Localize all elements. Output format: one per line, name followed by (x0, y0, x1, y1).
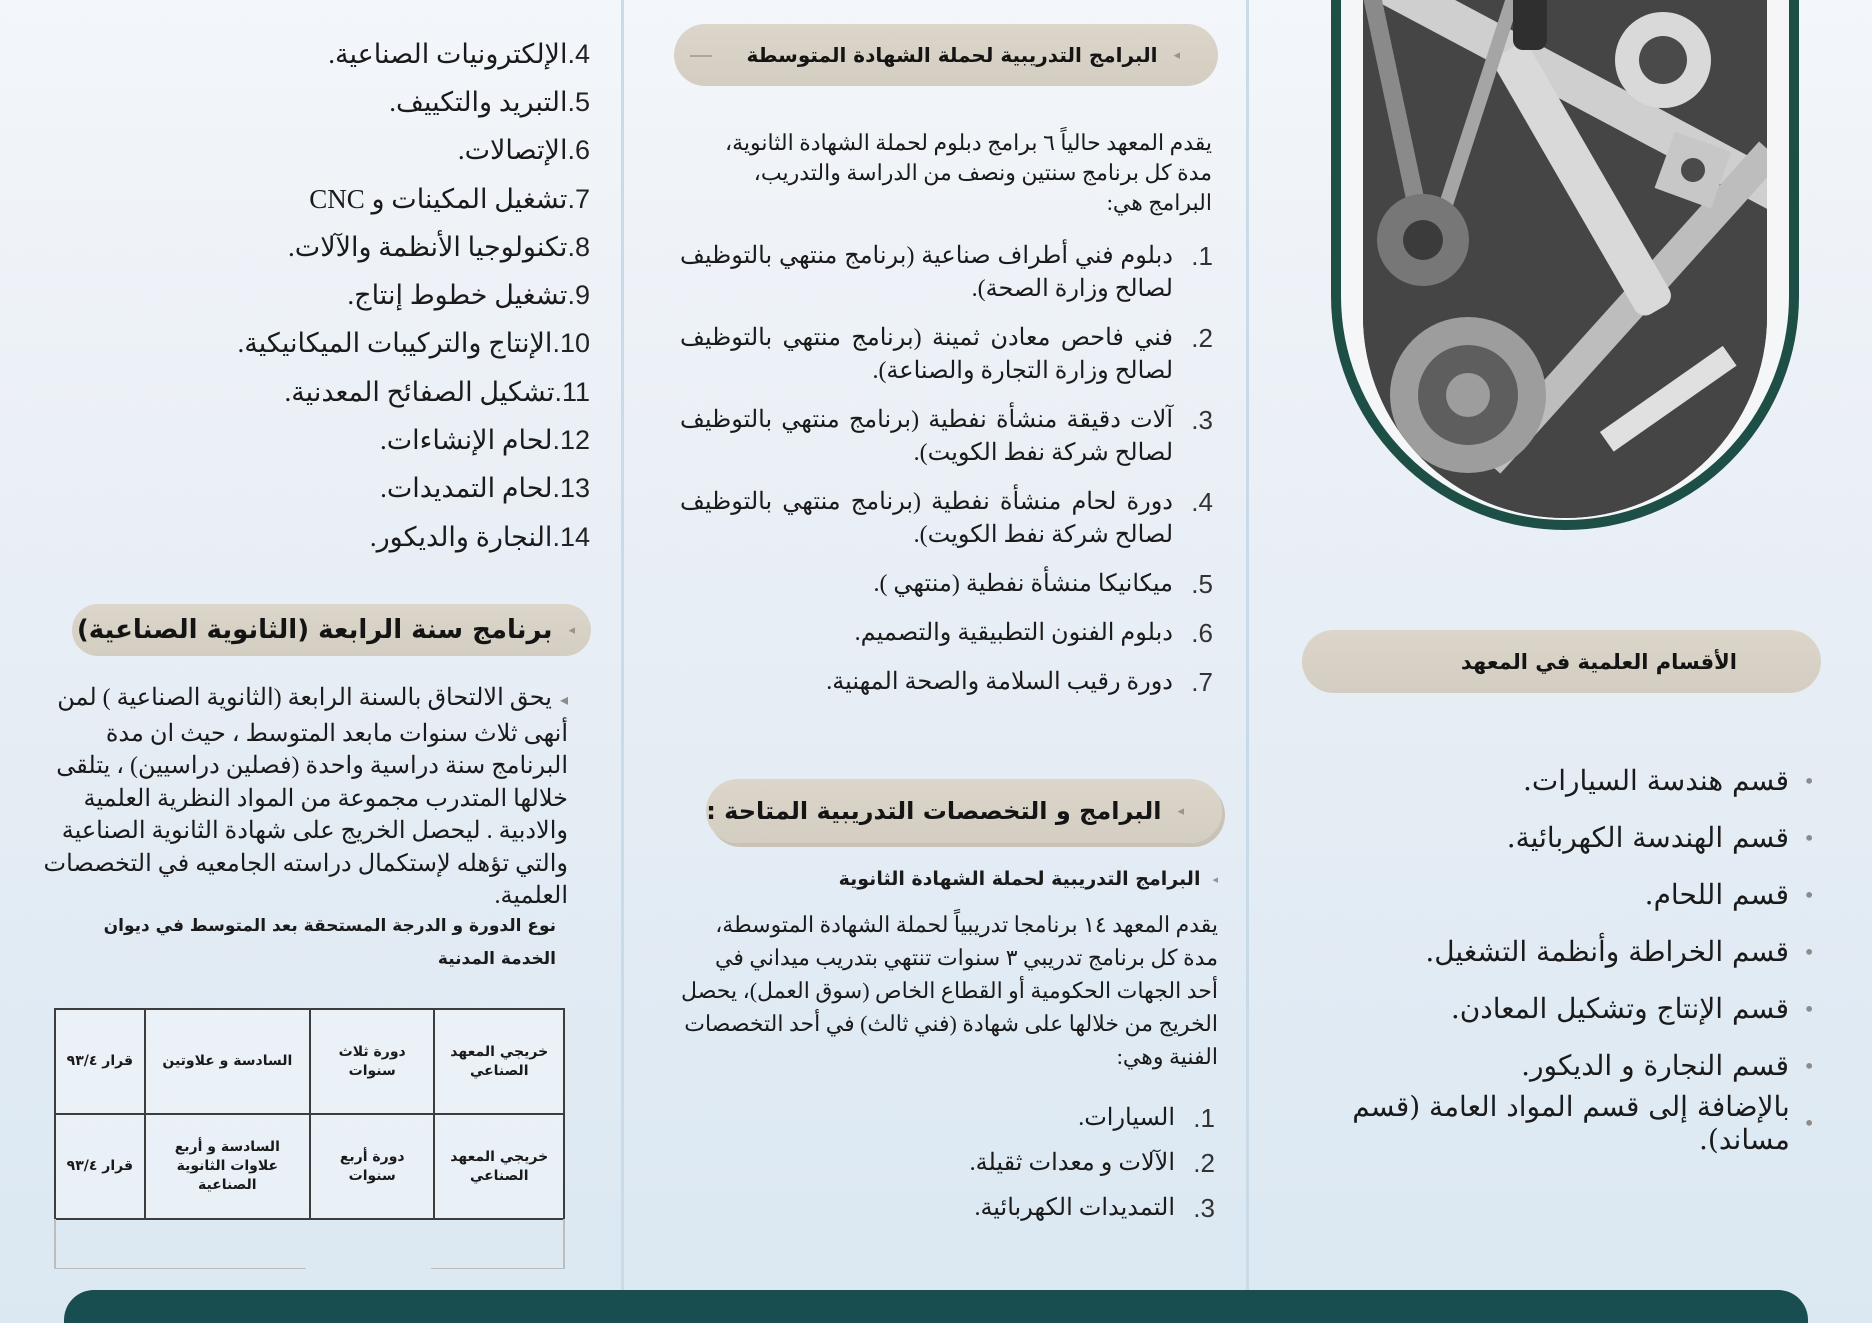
table-cell: قرار ٩٣/٤ (55, 1114, 145, 1219)
secondary-programs-paragraph: يقدم المعهد ١٤ برنامجا تدريبياً لحملة الشهادة المتوسطة، مدة كل برنامج تدريبي ٣ سنوات تنتهي بتدريب ميداني في أحد الجهات الحكومية أو القطاع الخاص (سوق العمل)، يحصل الخريج من خلالها على شهادة (فني ثالث) في أحد التخصصات الفنية وهي: (681, 912, 1218, 1069)
divider (431, 1268, 563, 1269)
column-divider (621, 0, 624, 1290)
diploma-heading (674, 24, 1218, 86)
column-divider (1246, 0, 1249, 1290)
fourth-year-heading (72, 604, 591, 656)
list-item: • قسم النجارة و الديكور. (1521, 1049, 1815, 1082)
bullet-icon: • (1803, 1110, 1815, 1135)
bullet-icon: • (1803, 768, 1815, 793)
list-item: • قسم الهندسة الكهربائية. (1506, 821, 1815, 854)
tools-photo (1363, 0, 1767, 518)
table-cell: دورة أربع سنوات (310, 1114, 435, 1219)
divider (56, 1268, 306, 1269)
fourth-year-heading-text: برنامج سنة الرابعة (الثانوية الصناعية) (76, 615, 553, 645)
photo-frame (1331, 0, 1799, 530)
triangle-bullet-icon: ◂ (559, 692, 568, 709)
triangle-bullet-icon: ◂ (1212, 872, 1218, 886)
list-item: 12. لحام الإنشاءات. (379, 425, 590, 456)
footer-bar (64, 1290, 1808, 1323)
programs-heading-text: البرامج و التخصصات التدريبية المتاحة : (706, 797, 1162, 825)
list-item: 3. التمديدات الكهربائية. (974, 1193, 1215, 1223)
programs-heading (706, 779, 1222, 843)
list-item: • قسم هندسة السيارات. (1522, 764, 1815, 797)
bullet-icon: • (1803, 882, 1815, 907)
list-item: 9. تشغيل خطوط إنتاج. (347, 280, 590, 311)
list-item: • قسم الإنتاج وتشكيل المعادن. (1450, 992, 1815, 1025)
table-cell: خريجي المعهد الصناعي (434, 1009, 564, 1114)
table-cell: قرار ٩٣/٤ (55, 1009, 145, 1114)
bullet-icon: • (1803, 1053, 1815, 1078)
list-item: • بالإضافة إلى قسم المواد العامة (قسم مساند). (1352, 1089, 1815, 1156)
grades-table (54, 1008, 565, 1220)
table-cell: خريجي المعهد الصناعي (434, 1114, 564, 1219)
diploma-heading-text: البرامج التدريبية لحملة الشهادة المتوسطة (746, 43, 1158, 67)
list-item: 4. دورة لحام منشأة نفطية (برنامج منتهي بالتوظيف لصالح شركة نفط الكويت). (680, 487, 1213, 548)
list-item: • قسم اللحام. (1644, 878, 1815, 911)
list-item: 10. الإنتاج والتركيبات الميكانيكية. (237, 328, 590, 359)
table-cell: السادسة و علاوتين (145, 1009, 310, 1114)
divider (690, 55, 712, 57)
list-item: 2. الآلات و معدات ثقيلة. (969, 1148, 1215, 1178)
secondary-programs-subheading: ◂ البرامج التدريبية لحملة الشهادة الثانوية (838, 868, 1218, 890)
list-item: 7. دورة رقيب السلامة والصحة المهنية. (826, 667, 1213, 697)
bullet-icon: • (1803, 825, 1815, 850)
specializations-list (850, 1102, 1215, 1237)
list-item: 7. تشغيل المكينات و CNC (309, 183, 590, 214)
triangle-bullet-icon: ◂ (1177, 803, 1184, 819)
triangle-bullet-icon: ◂ (1173, 47, 1180, 63)
bullet-icon: • (1803, 939, 1815, 964)
list-item: 4. الإلكترونيات الصناعية. (328, 38, 590, 69)
bullet-icon: • (1803, 996, 1815, 1021)
sections-heading (1302, 630, 1821, 693)
triangle-bullet-icon: ◂ (568, 622, 575, 638)
list-item: 8. تكنولوجيا الأنظمة والآلات. (288, 231, 590, 262)
list-item: 14. النجارة والديكور. (369, 521, 590, 552)
specializations-continued-list (230, 30, 590, 561)
list-item: 6. دبلوم الفنون التطبيقية والتصميم. (854, 618, 1213, 648)
list-item: 2. فني فاحص معادن ثمينة (برنامج منتهي بالتوظيف لصالح وزارة التجارة والصناعة). (680, 323, 1213, 384)
list-item: 5. التبريد والتكييف. (389, 86, 590, 117)
table-row (55, 1009, 564, 1114)
list-item: 1. دبلوم فني أطراف صناعية (برنامج منتهي بالتوظيف لصالح وزارة الصحة). (680, 241, 1213, 302)
sections-list (1285, 752, 1815, 1156)
sections-heading-text: الأقسام العلمية في المعهد (1460, 649, 1737, 674)
table-cell: السادسة و أربع علاوات الثانوية الصناعية (145, 1114, 310, 1219)
list-item: 1. السيارات. (1078, 1103, 1215, 1133)
table-cell: دورة ثلاث سنوات (310, 1009, 435, 1114)
list-item: 11. تشكيل الصفائح المعدنية. (284, 376, 590, 407)
diploma-intro: يقدم المعهد حالياً ٦ برامج دبلوم لحملة الشهادة الثانوية، مدة كل برنامج سنتين ونصف من الدراسة والتدريب، البرامج هي: (725, 130, 1212, 215)
table-empty-row (54, 1219, 565, 1269)
table-caption: نوع الدورة و الدرجة المستحقة بعد المتوسط في ديوان الخدمة المدنية (103, 916, 556, 969)
diploma-programs-list (680, 240, 1213, 699)
list-item: 6. الإتصالات. (457, 135, 590, 166)
list-item: 5. ميكانيكا منشأة نفطية (منتهي ). (873, 569, 1213, 599)
list-item: • قسم الخراطة وأنظمة التشغيل. (1425, 935, 1815, 968)
table-row (55, 1114, 564, 1219)
fourth-year-paragraph: ◂يحق الالتحاق بالسنة الرابعة (الثانوية الصناعية ) لمن أنهى ثلاث سنوات مابعد المتوسط ، حيث ان مدة البرنامج سنة دراسية واحدة (فصلين دراسيين) ، يتلقى خلالها المتدرب مجموعة من المواد النظرية العلمية والادبية . ليحصل الخريج على شهادة الثانوية الصناعية والتي تؤهله لإستكمال دراسته الجامعيه في التخصصات العلمية. (43, 685, 568, 909)
list-item: 3. آلات دقيقة منشأة نفطية (برنامج منتهي بالتوظيف لصالح شركة نفط الكويت). (680, 405, 1213, 466)
list-item: 13. لحام التمديدات. (380, 473, 590, 504)
